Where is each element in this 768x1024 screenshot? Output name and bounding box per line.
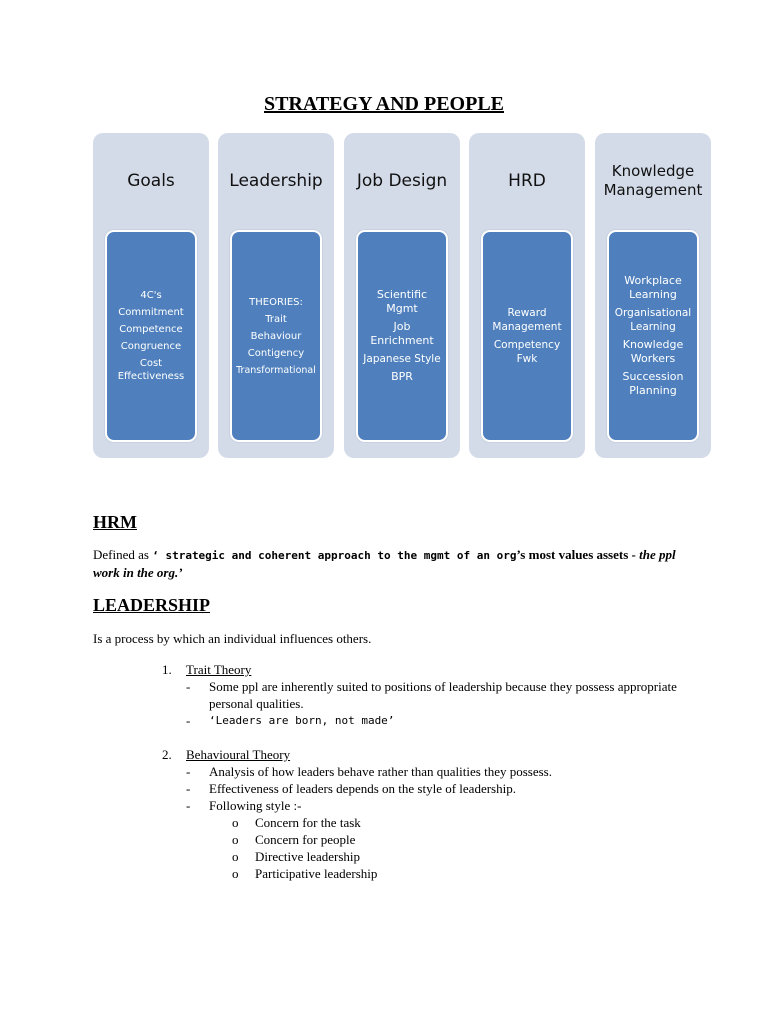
list-item [162, 763, 692, 780]
section-heading-hrm: HRM [93, 512, 137, 532]
card-item: Contigency [247, 347, 305, 359]
theory-title: Trait Theory [186, 662, 252, 677]
list-item [162, 661, 692, 678]
column-knowledge-management [595, 133, 711, 458]
style-text: Directive leadership [255, 849, 361, 864]
point-text: Effectiveness of leaders depends on the style of leadership. [209, 781, 516, 796]
sub-list-item [162, 831, 692, 848]
card-item: Commitment [118, 307, 184, 318]
circle-bullet: o [232, 849, 239, 864]
card-item: BPR [391, 370, 413, 383]
sub-list-item [162, 848, 692, 865]
column-header: HRD [508, 170, 546, 191]
list-item [162, 746, 692, 763]
list-item [162, 797, 692, 814]
circle-bullet: o [232, 815, 239, 830]
style-text: Participative leadership [255, 866, 378, 881]
hrm-definition [93, 546, 683, 581]
card-item: Succession Planning [622, 370, 684, 397]
point-text: Analysis of how leaders behave rather than qualities they possess. [209, 764, 552, 779]
dash-bullet: - [186, 713, 191, 728]
card-item: Knowledge Workers [622, 338, 684, 365]
strategy-diagram [93, 133, 711, 458]
circle-bullet: o [232, 866, 239, 881]
definition-italic: the ppl work in the org.’ [93, 547, 676, 580]
card-item: Japanese Style [363, 353, 441, 365]
dash-bullet: - [186, 798, 191, 813]
list-item [162, 678, 692, 712]
card-item: Reward Management [492, 307, 562, 333]
style-text: Concern for the task [255, 815, 361, 830]
point-text: ‘Leaders are born, not made’ [209, 714, 395, 727]
list-item [162, 780, 692, 797]
card-item: Behaviour [250, 330, 302, 342]
column-goals [93, 133, 209, 458]
column-header: Job Design [356, 170, 448, 191]
section-heading-leadership: LEADERSHIP [93, 595, 211, 615]
page-title: STRATEGY AND PEOPLE [263, 93, 505, 115]
column-card [481, 230, 573, 442]
column-header: Leadership [229, 170, 323, 191]
card-item: Job Enrichment [370, 320, 434, 347]
card-item: THEORIES: [249, 296, 303, 308]
list-number: 2. [162, 747, 172, 762]
column-card [356, 230, 448, 442]
definition-middle: ’s most values assets - [516, 547, 640, 562]
list-number: 1. [162, 662, 172, 677]
definition-prefix: Defined as [93, 547, 153, 562]
card-item: 4C's [140, 290, 162, 301]
list-item [162, 712, 692, 729]
dash-bullet: - [186, 764, 191, 779]
point-text: Some ppl are inherently suited to positions of leadership because they possess appropriate personal qualities. [209, 679, 677, 711]
card-item: Organisational Learning [614, 307, 692, 333]
column-job-design [344, 133, 460, 458]
card-item: Scientific Mgmt [376, 288, 428, 315]
column-card [105, 230, 197, 442]
column-leadership [218, 133, 334, 458]
card-item: Workplace Learning [624, 274, 682, 301]
sub-list-item [162, 814, 692, 831]
card-item: Competency Fwk [493, 339, 561, 365]
style-text: Concern for people [255, 832, 356, 847]
card-item: Transformational [236, 364, 316, 376]
column-card [607, 230, 699, 442]
leadership-intro: Is a process by which an individual influences others. [93, 631, 372, 646]
theory-list [162, 661, 692, 882]
dash-bullet: - [186, 781, 191, 796]
column-hrd [469, 133, 585, 458]
column-header: Goals [127, 170, 175, 191]
circle-bullet: o [232, 832, 239, 847]
card-item: Trait [265, 313, 287, 325]
card-item: Congruence [120, 341, 182, 352]
column-card [230, 230, 322, 442]
point-text: Following style :- [209, 798, 302, 813]
card-item: Cost Effectiveness [117, 358, 185, 382]
theory-title: Behavioural Theory [186, 747, 291, 762]
column-header: Knowledge Management [603, 161, 703, 199]
sub-list-item [162, 865, 692, 882]
dash-bullet: - [186, 679, 191, 694]
definition-bold: ‘ strategic and coherent approach to the mgmt of an org [152, 549, 517, 562]
card-item: Competence [119, 324, 183, 335]
